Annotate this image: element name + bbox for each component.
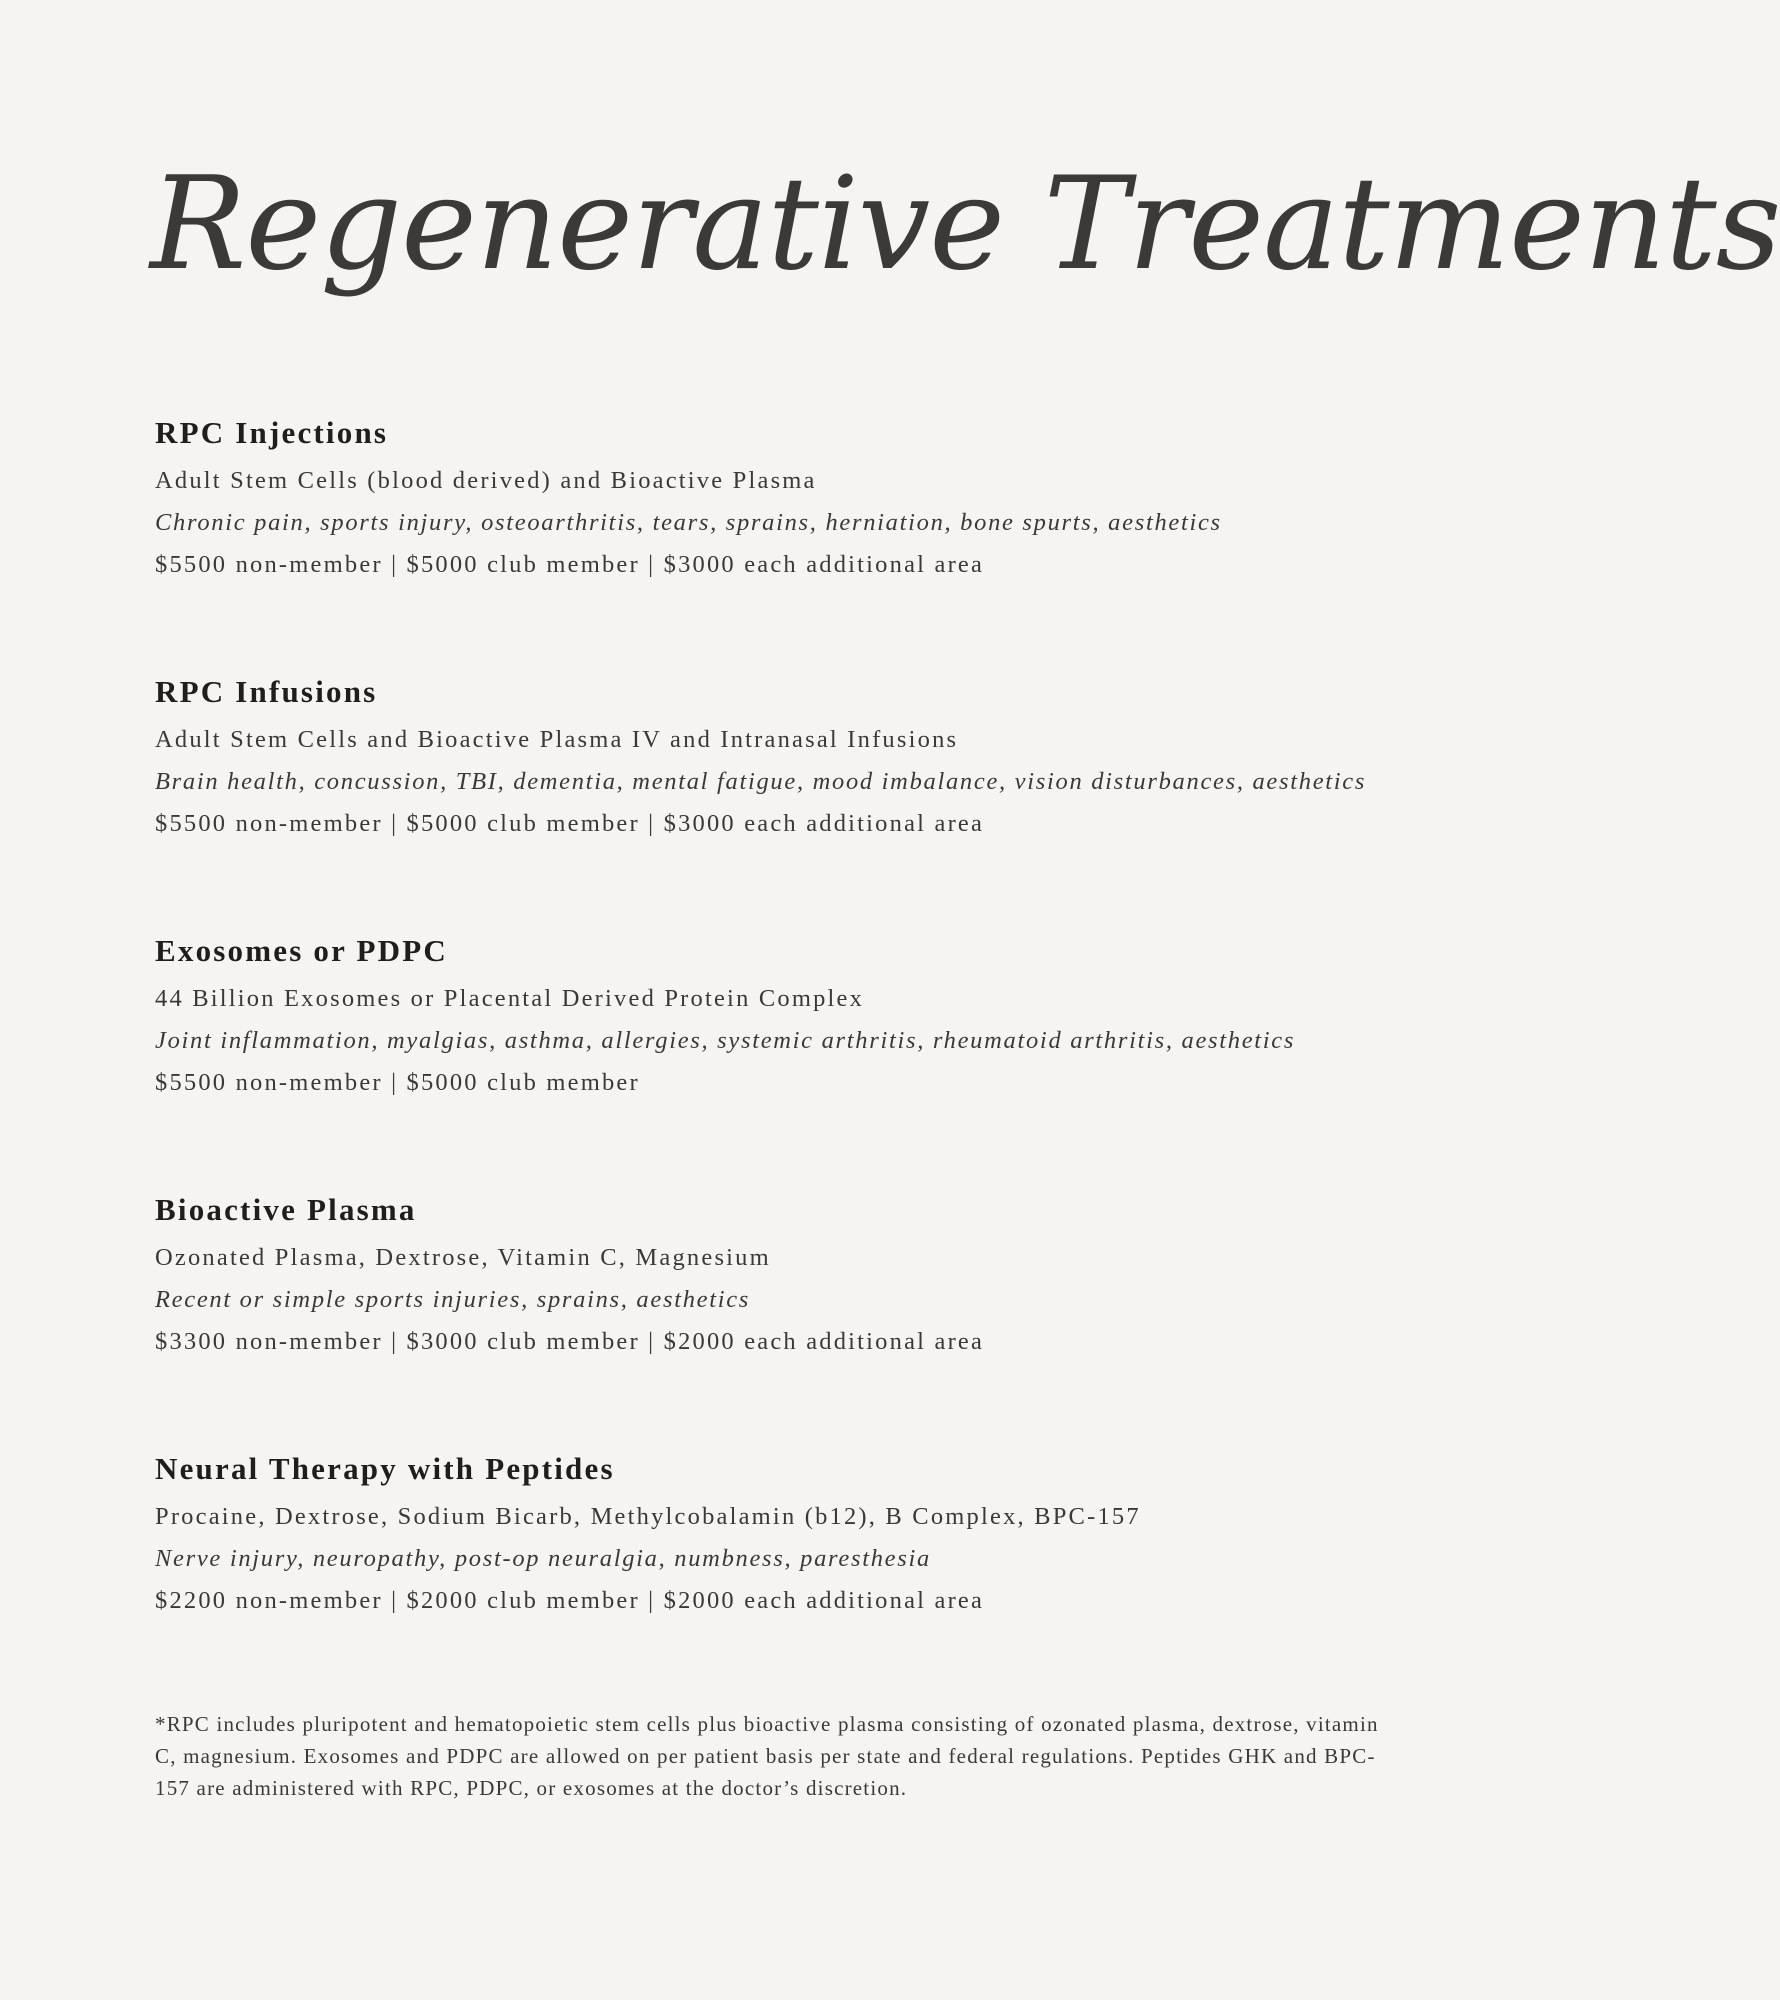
treatment-name: RPC Injections [155,415,389,450]
treatment-pricing: $2200 non-member | $2000 club member | $2000 each additional area [155,1587,985,1614]
treatment-pricing: $5500 non-member | $5000 club member | $3000 each additional area [155,551,985,578]
treatment-name: Exosomes or PDPC [155,933,448,968]
treatment-ingredients: 44 Billion Exosomes or Placental Derived Protein Complex [155,985,865,1012]
treatment-pricing: $5500 non-member | $5000 club member [155,1069,640,1096]
treatment-ingredients: Adult Stem Cells (blood derived) and Bioactive Plasma [155,467,817,494]
treatment-bioactive-plasma [155,1192,1405,1357]
treatment-ingredients: Procaine, Dextrose, Sodium Bicarb, Methylcobalamin (b12), B Complex, BPC-157 [155,1503,1141,1530]
treatment-uses: Chronic pain, sports injury, osteoarthritis, tears, sprains, herniation, bone spurts, aesthetics [155,509,1222,536]
treatment-rpc-injections [155,415,1405,580]
treatment-pricing: $3300 non-member | $3000 club member | $2000 each additional area [155,1328,985,1355]
treatment-uses: Brain health, concussion, TBI, dementia, mental fatigue, mood imbalance, vision disturbances, aesthetics [155,768,1367,795]
page-title: Regenerative Treatments [150,150,1780,299]
treatment-neural-therapy [155,1451,1405,1616]
treatment-uses: Recent or simple sports injuries, sprains, aesthetics [155,1286,751,1313]
treatment-ingredients: Ozonated Plasma, Dextrose, Vitamin C, Magnesium [155,1244,771,1271]
treatment-name: Bioactive Plasma [155,1192,417,1227]
treatment-ingredients: Adult Stem Cells and Bioactive Plasma IV and Intranasal Infusions [155,726,959,753]
treatment-rpc-infusions [155,674,1405,839]
treatment-name: RPC Infusions [155,674,378,709]
treatment-name: Neural Therapy with Peptides [155,1451,615,1486]
treatment-uses: Joint inflammation, myalgias, asthma, allergies, systemic arthritis, rheumatoid arthritis, aesthetics [155,1027,1296,1054]
treatment-exosomes-pdpc [155,933,1405,1098]
treatment-pricing: $5500 non-member | $5000 club member | $3000 each additional area [155,810,985,837]
treatment-uses: Nerve injury, neuropathy, post-op neuralgia, numbness, paresthesia [155,1545,931,1572]
footnote: *RPC includes pluripotent and hematopoietic stem cells plus bioactive plasma consisting of ozonated plasma, dextrose, vitamin C, magnesium. Exosomes and PDPC are allowed on per patient basis per state and federal regulations. Peptides GHK and BPC-157 are administered with RPC, PDPC, or exosomes at the doctor’s discretion. [155,1712,1379,1800]
